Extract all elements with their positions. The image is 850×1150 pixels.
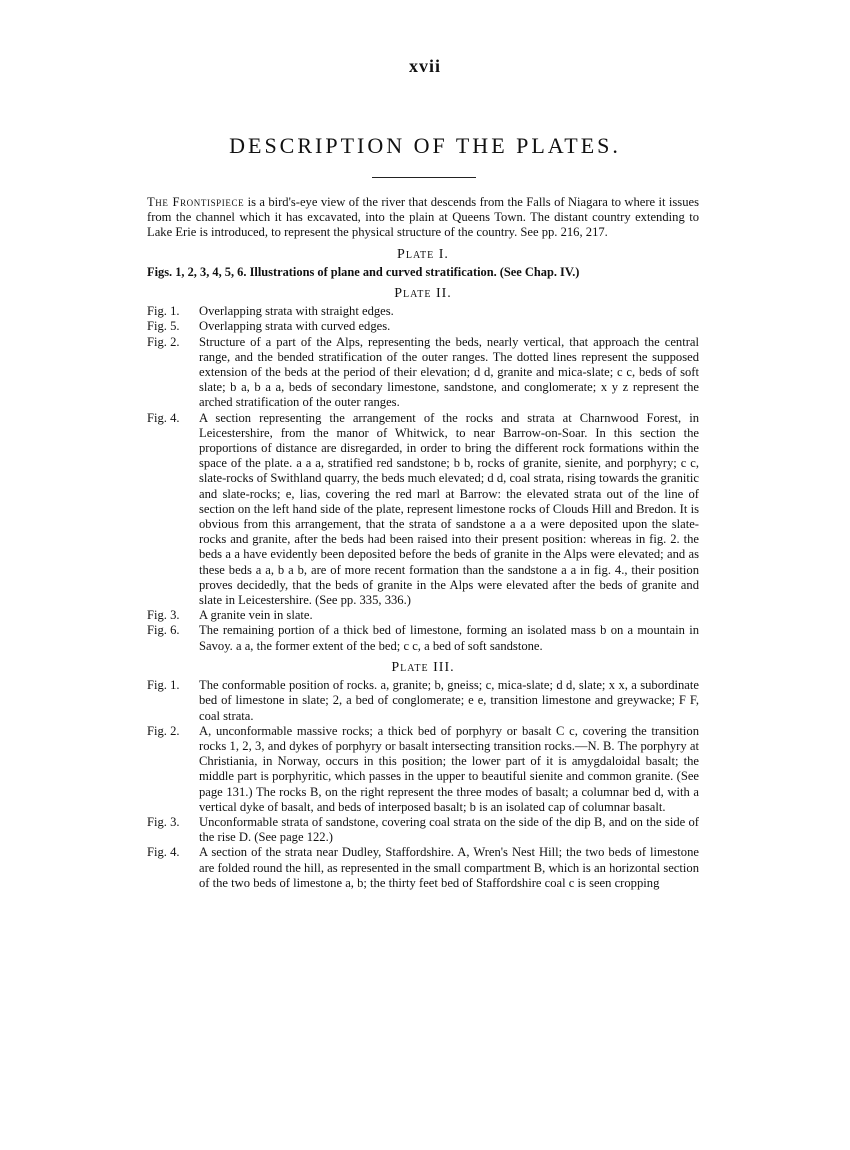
figure-description: A granite vein in slate. bbox=[199, 608, 313, 623]
figure-description: A section representing the arrangement of the rocks and strata at Charnwood Forest, in Leicestershire, from the manor of Whitwick, to near Barrow-on-Soar. In this section the proportions of distance are disregarded, in order to bring the different rock formations within the space of the plate. a a a, stratified red sandstone; b b, rocks of granite, sienite, and porphyry; c c, slate-rocks of Swithland quarry, the beds much elevated; d d, coal strata, rising towards the granitic and slate-rocks; e, lias, covering the red marl at Barrow: the elevated strata out of the line of section on the left hand side of the plate, represent limestone rocks of Clouds Hill and Bredon. It is obvious from this arrangement, that the strata of sandstone a a a were deposited upon the slate-rocks and granite, after the beds had been raised into their present position: whereas in fig. 2. the beds a a have evidently been deposited before the beds of granite in the Alps were elevated; and as these beds a a, b a b, are of more recent formation than the sandstone a a in fig. 4., their position proves decidedly, that the beds of granite in the Alps were elevated after the beds of granite and slate in Leicestershire. (See pp. 335, 336.) bbox=[199, 410, 699, 608]
figure-description: Structure of a part of the Alps, representing the beds, nearly vertical, that approach the central range, and the bended stratification of the outer ranges. The dotted lines represent the supposed extension of the beds at the period of their elevation; d d, granite and mica-slate; c c, beds of soft slate; b a, b a a, beds of secondary limestone, sandstone, and conglomerate; x y z represent the arched stratification of the outer ranges. bbox=[199, 334, 699, 410]
figure-entry bbox=[147, 608, 699, 623]
page-title: DESCRIPTION OF THE PLATES. bbox=[229, 133, 621, 158]
figure-label: Fig. 5. bbox=[147, 319, 180, 334]
figure-entry bbox=[147, 623, 699, 653]
figure-label: Fig. 2. bbox=[147, 723, 180, 738]
figure-entry bbox=[147, 815, 699, 845]
figure-label: Fig. 1. bbox=[147, 678, 180, 693]
frontispiece-paragraph bbox=[147, 195, 699, 241]
figure-description: Overlapping strata with curved edges. bbox=[199, 319, 391, 334]
plate-heading: Plate I. bbox=[397, 246, 449, 262]
figure-label: Fig. 3. bbox=[147, 608, 180, 623]
page-content bbox=[147, 195, 699, 891]
plate-heading: Plate II. bbox=[394, 286, 452, 302]
figure-label: Fig. 6. bbox=[147, 623, 180, 638]
figure-entry bbox=[147, 724, 699, 815]
page-number: xvii bbox=[408, 56, 441, 76]
figure-description: Unconformable strata of sandstone, covering coal strata on the side of the dip B, and on the side of the rise D. (See page 122.) bbox=[199, 814, 699, 845]
figure-entry bbox=[147, 845, 699, 891]
title-divider bbox=[372, 177, 476, 178]
frontispiece-lead: The Frontispiece bbox=[147, 195, 245, 209]
figure-description: A section of the strata near Dudley, Staffordshire. A, Wren's Nest Hill; the two beds of limestone are folded round the hill, as represented in the small compartment B, which is an horizontal section of the two beds of limestone a, b; the thirty feet bed of Staffordshire coal c is seen cropping bbox=[199, 845, 699, 890]
frontispiece-text: is a bird's-eye view of the river that descends from the Falls of Niagara to where it issues from the channel which it has excavated, into the plain at Queens Town. The distant country extending to Lake Erie is introduced, to represent the physical structure of the country. See pp. 216, 217. bbox=[147, 195, 699, 240]
figure-label: Fig. 1. bbox=[147, 304, 180, 319]
figure-entry bbox=[147, 678, 699, 724]
figure-description: The remaining portion of a thick bed of limestone, forming an isolated mass b on a mountain in Savoy. a a, the former extent of the bed; c c, a bed of soft sandstone. bbox=[199, 623, 699, 653]
figure-entry bbox=[147, 411, 699, 609]
figure-entry bbox=[147, 304, 699, 319]
figure-label: Fig. 2. bbox=[147, 334, 180, 349]
figure-description: A, unconformable massive rocks; a thick bed of porphyry or basalt C c, covering the transition rocks 1, 2, 3, and dykes of porphyry or basalt intersecting transition rocks.—N. B. The porphyry at Christiania, in Norway, occurs in this position; the lower part of it is amygdaloidal basalt; the middle part is porphyritic, which passes in the upper to beautiful sienite and common granite. (See page 131.) The rocks B, on the right represent the three modes of basalt; a columnar bed d, with a vertical dyke of basalt, and beds of interposed basalt; b is an isolated cap of columnar basalt. bbox=[199, 723, 699, 814]
plate-heading: Plate III. bbox=[391, 659, 455, 675]
figure-description: Overlapping strata with straight edges. bbox=[199, 304, 394, 319]
figure-label: Fig. 4. bbox=[147, 410, 180, 425]
figure-entry bbox=[147, 335, 699, 411]
figure-description: The conformable position of rocks. a, granite; b, gneiss; c, mica-slate; d d, slate; x x, a subordinate bed of limestone in slate; 2, a bed of conglomerate; e e, transition limestone and greywacke; F F, coal strata. bbox=[199, 678, 699, 723]
plate-summary: Figs. 1, 2, 3, 4, 5, 6. Illustrations of plane and curved stratification. (See Chap. IV.) bbox=[147, 264, 580, 279]
figure-label: Fig. 4. bbox=[147, 845, 180, 860]
figure-label: Fig. 3. bbox=[147, 814, 180, 829]
figure-entry bbox=[147, 319, 699, 334]
